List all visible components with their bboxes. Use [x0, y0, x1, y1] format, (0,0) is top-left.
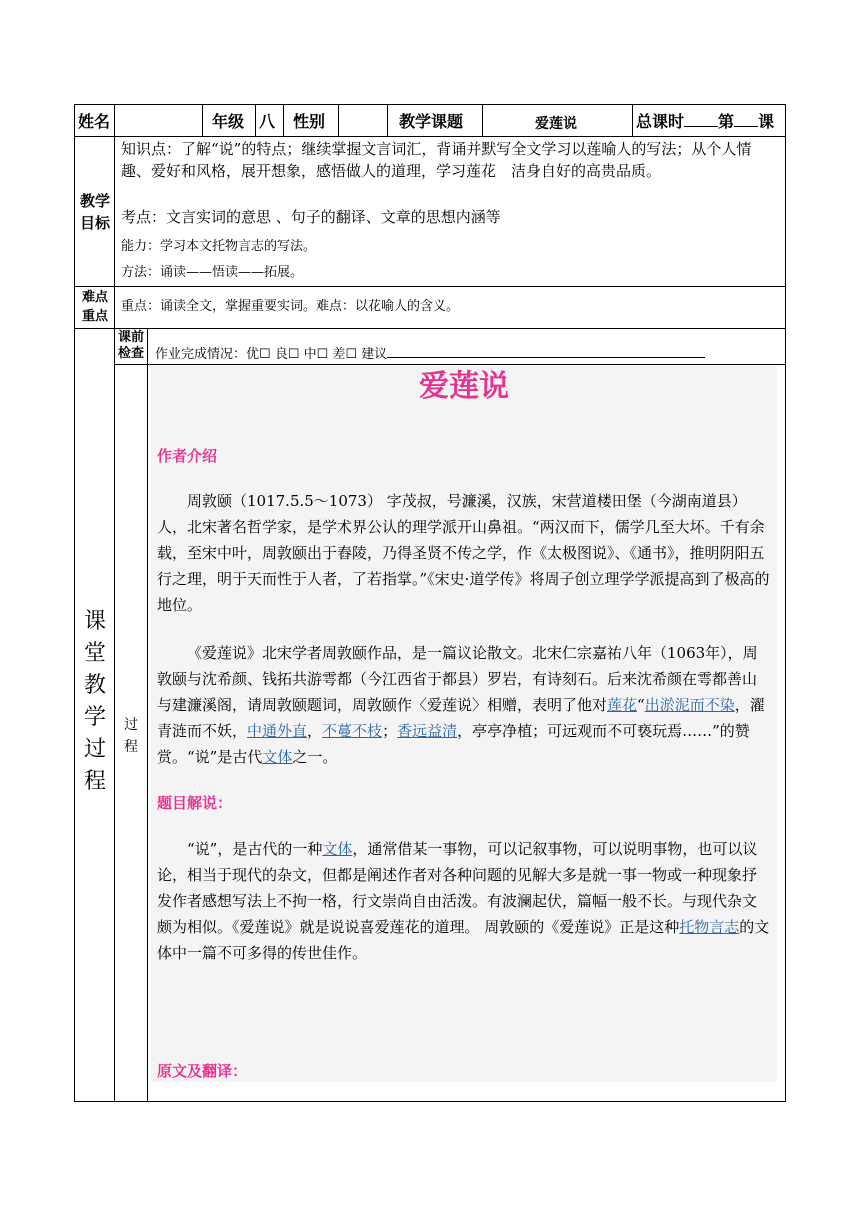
homework-status	[155, 343, 775, 365]
intro-text: ；	[382, 722, 398, 740]
suggest-blank[interactable]	[387, 343, 705, 358]
medium-label: 中	[303, 347, 317, 362]
col-divider	[632, 104, 633, 137]
col-divider	[482, 104, 483, 137]
lesson-number-blank[interactable]	[734, 112, 758, 127]
medium-checkbox[interactable]: ☐	[316, 347, 329, 362]
intro-paragraph-box	[157, 640, 771, 770]
nth-label: 第	[718, 112, 735, 131]
topic-value: 爱莲说	[535, 116, 577, 132]
process-step-label: 过程	[124, 717, 138, 755]
name-label: 姓名	[78, 112, 111, 131]
good-checkbox[interactable]: ☐	[287, 347, 300, 362]
no-branch-link[interactable]: 不蔓不枝	[322, 722, 383, 740]
good-label: 良	[274, 347, 288, 362]
goals-method: 方法：诵读——悟读——拓展。	[121, 265, 304, 280]
explanation-paragraph-box	[157, 836, 771, 966]
genre-link[interactable]: 文体	[262, 748, 293, 766]
title-explanation-heading: 题目解说：	[157, 794, 233, 812]
straight-stem-link[interactable]: 中通外直	[247, 722, 308, 740]
col-divider	[338, 104, 339, 137]
content-title: 爱莲说	[419, 369, 509, 404]
explanation-text: 的文体中一篇不可多得的传世佳作。	[157, 918, 770, 962]
intro-text: ，	[307, 722, 323, 740]
goals-knowledge: 知识点：了解“说”的特点；继续掌握文言词汇，背诵并默写全文学习以莲喻人的写法；从个人情趣、爱好和风格，展开想象，感悟做人的道理，学习莲花 洁身自好的高贵品质。	[121, 140, 752, 180]
difficulty-label: 难点重点	[81, 290, 108, 324]
goals-exam: 考点：文言实词的意思 、句子的翻译、文章的思想内涵等	[121, 208, 501, 226]
poor-label: 差	[332, 347, 346, 362]
author-paragraph-box	[157, 488, 771, 618]
table-border-bottom	[74, 1101, 786, 1102]
intro-text: 《爱莲说》北宋学者周敦颐作品，是一篇议论散文。北宋仁宗嘉祐八年（1063年），周敦颐与沈希颜、钱拓共游雩都（今江西省于都县）罗岩，有诗刻石。后来沈希颜在雩都善山与建濂溪阁，请周敦颐题词，周敦颐作〈爱莲说〉相赠，表明了他对	[157, 644, 758, 714]
col-divider	[255, 104, 256, 137]
col-divider	[387, 104, 388, 137]
total-hours-label: 总课时	[636, 112, 685, 131]
row-divider	[74, 136, 786, 137]
mud-link[interactable]: 出淤泥而不染	[644, 696, 735, 714]
intro-text: 之一。	[292, 748, 338, 766]
row-divider	[74, 286, 786, 287]
goals-label: 教学目标	[79, 192, 110, 232]
table-border-left	[74, 104, 75, 1102]
col-divider	[283, 104, 284, 137]
process-label: 课堂教学过程	[83, 609, 106, 794]
total-hours-field	[636, 112, 774, 132]
gender-label: 性别	[293, 112, 326, 131]
intro-text: ，濯青涟而不妖，	[157, 696, 765, 740]
row-divider	[74, 328, 786, 329]
homework-prefix: 作业完成情况：优	[155, 347, 260, 362]
intro-quote: “	[637, 696, 645, 714]
explanation-text: “说”，是古代的一种	[187, 840, 323, 858]
intro-text: ，亭亭净植；可远观而不可亵玩焉……”的赞赏。“说”是古代	[157, 722, 750, 766]
fragrance-link[interactable]: 香远益清	[397, 722, 458, 740]
tuowu-yanzhi-link[interactable]: 托物言志	[679, 918, 740, 936]
author-heading: 作者介绍	[157, 447, 218, 465]
total-hours-blank[interactable]	[684, 112, 718, 127]
grade-value: 八	[259, 112, 276, 131]
author-paragraph: 周敦颐（1017.5.5～1073） 字茂叔，号濂溪，汉族，宋营道楼田堡（今湖南道县）人，北宋著名哲学家，是学术界公认的理学派开山鼻祖。“两汉而下，儒学几至大坏。千有余载，至宋中叶，周敦颐出于舂陵，乃得圣贤不传之学，作《太极图说》、《通书》，推明阴阳五行之理，明于天而性于人者，了若指掌。”《宋史·道学传》将周子创立理学学派提高到了极高的地位。	[157, 492, 770, 614]
original-translation-heading: 原文及翻译：	[157, 1062, 248, 1080]
col-divider	[202, 104, 203, 137]
grade-label: 年级	[212, 112, 245, 131]
topic-label: 教学课题	[399, 112, 464, 131]
gender-value-field[interactable]	[341, 106, 385, 134]
lesson-label: 课	[758, 112, 775, 131]
goals-ability: 能力：学习本文托物言志的写法。	[121, 239, 317, 254]
genre-link-2[interactable]: 文体	[322, 840, 353, 858]
lotus-link[interactable]: 莲花	[607, 696, 638, 714]
col-divider	[114, 136, 115, 1102]
explanation-paragraph	[157, 836, 771, 966]
table-border-top	[74, 104, 786, 105]
poor-checkbox[interactable]: ☐	[345, 347, 358, 362]
col-divider	[147, 328, 148, 1102]
intro-paragraph	[157, 640, 771, 770]
explanation-text: ，通常借某一事物，可以记叙事物，可以说明事物，也可以议论，相当于现代的杂文，但都是阐述作者对各种问题的见解大多是就一事一物或一种现象抒发作者感想写法上不拘一格，行文崇尚自由活泼。有波澜起伏，篇幅一般不长。与现代杂文颇为相似。《爱莲说》就是说说喜爱莲花的道理。 周敦颐的《爱莲说》正是这种	[157, 840, 758, 936]
difficulty-text: 重点：诵读全文，掌握重要实词。难点：以花喻人的含义。	[121, 299, 460, 314]
excellent-checkbox[interactable]: ☐	[259, 347, 271, 362]
precheck-label: 课前检查	[117, 330, 144, 361]
col-divider	[114, 104, 115, 137]
suggest-label: 建议	[361, 347, 388, 362]
table-border-right	[785, 104, 786, 1102]
name-value-field[interactable]	[120, 106, 200, 134]
